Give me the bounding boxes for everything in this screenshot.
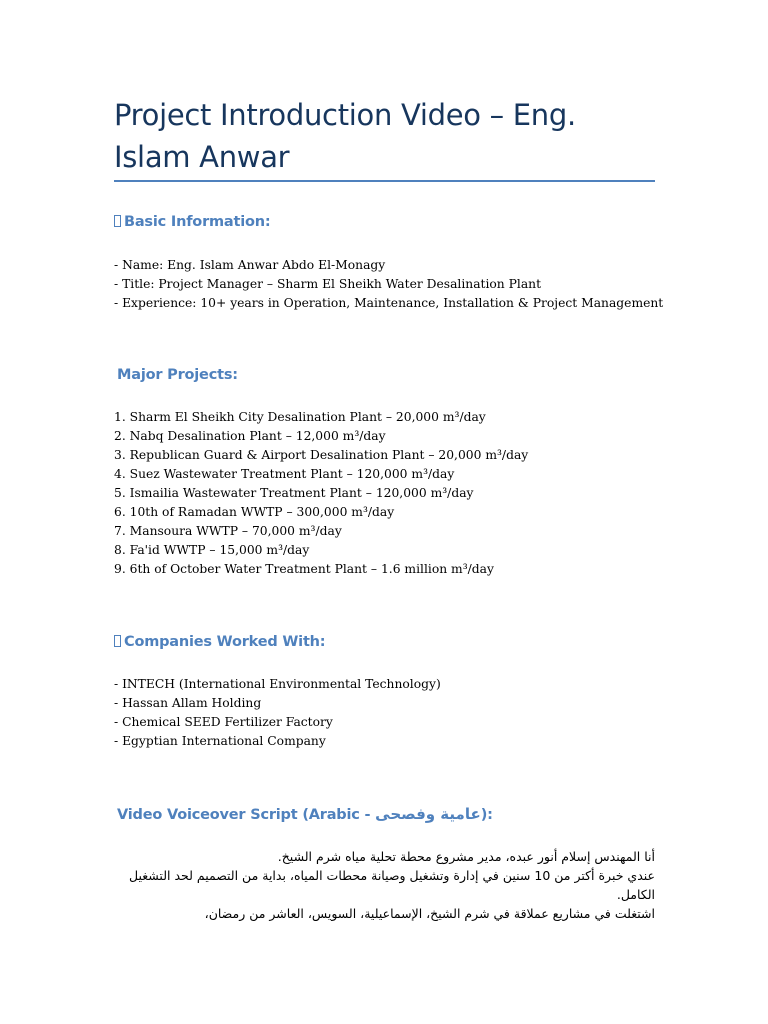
companies-heading (114, 634, 325, 650)
project-item: 1. Sharm El Sheikh City Desalination Plant – 20,000 m³/day (114, 410, 486, 424)
company-item: - Chemical SEED Fertilizer Factory (114, 715, 333, 729)
project-item: 7. Mansoura WWTP – 70,000 m³/day (114, 524, 342, 538)
project-item: 5. Ismailia Wastewater Treatment Plant – 120,000 m³/day (114, 486, 474, 500)
major-projects-list (114, 408, 655, 579)
project-item: 8. Fa'id WWTP – 15,000 m³/day (114, 543, 310, 557)
voiceover-heading-prefix: Video Voiceover Script (Arabic - (117, 807, 376, 823)
missing-glyph-icon (114, 215, 121, 227)
project-item: 9. 6th of October Water Treatment Plant – 1.6 million m³/day (114, 562, 494, 576)
company-item: - Egyptian International Company (114, 734, 326, 748)
basic-info-line-title: - Title: Project Manager – Sharm El Sheikh Water Desalination Plant (114, 277, 542, 291)
major-projects-heading: Major Projects: (117, 367, 238, 383)
voiceover-script-lines (114, 847, 655, 923)
voiceover-script-heading (117, 805, 493, 823)
project-item: 4. Suez Wastewater Treatment Plant – 120,000 m³/day (114, 467, 455, 481)
basic-info-heading-text: Basic Information: (124, 214, 271, 230)
script-line: أنا المهندس إسلام أنور عبده، مدير مشروع محطة تحلية مياه شرم الشيخ. (277, 849, 655, 864)
basic-info-heading (114, 214, 271, 230)
script-line: عندي خبرة أكتر من 10 سنين في إدارة وتشغيل وصيانة محطات المياه، بداية من التصميم لحد التشغيل الكامل. (129, 868, 655, 902)
project-item: 6. 10th of Ramadan WWTP – 300,000 m³/day (114, 505, 395, 519)
company-item: - Hassan Allam Holding (114, 696, 262, 710)
title-underline-rule (114, 180, 655, 182)
basic-info-line-experience: - Experience: 10+ years in Operation, Maintenance, Installation & Project Management (114, 296, 664, 310)
company-item: - INTECH (International Environmental Technology) (114, 677, 441, 691)
document-title: Project Introduction Video – Eng. Islam Anwar (114, 98, 576, 174)
project-item: 3. Republican Guard & Airport Desalination Plant – 20,000 m³/day (114, 448, 529, 462)
missing-glyph-icon (114, 635, 121, 647)
basic-info-line-name: - Name: Eng. Islam Anwar Abdo El-Monagy (114, 258, 386, 272)
voiceover-heading-arabic: عامية وفصحى (375, 805, 481, 823)
script-line: اشتغلت في مشاريع عملاقة في شرم الشيخ، الإسماعيلية، السويس، العاشر من رمضان، (204, 906, 655, 921)
document-page (114, 0, 664, 1024)
basic-info-list (114, 256, 664, 313)
companies-list (114, 675, 655, 751)
project-item: 2. Nabq Desalination Plant – 12,000 m³/day (114, 429, 386, 443)
companies-heading-text: Companies Worked With: (124, 634, 326, 650)
voiceover-heading-suffix: ): (480, 807, 493, 823)
